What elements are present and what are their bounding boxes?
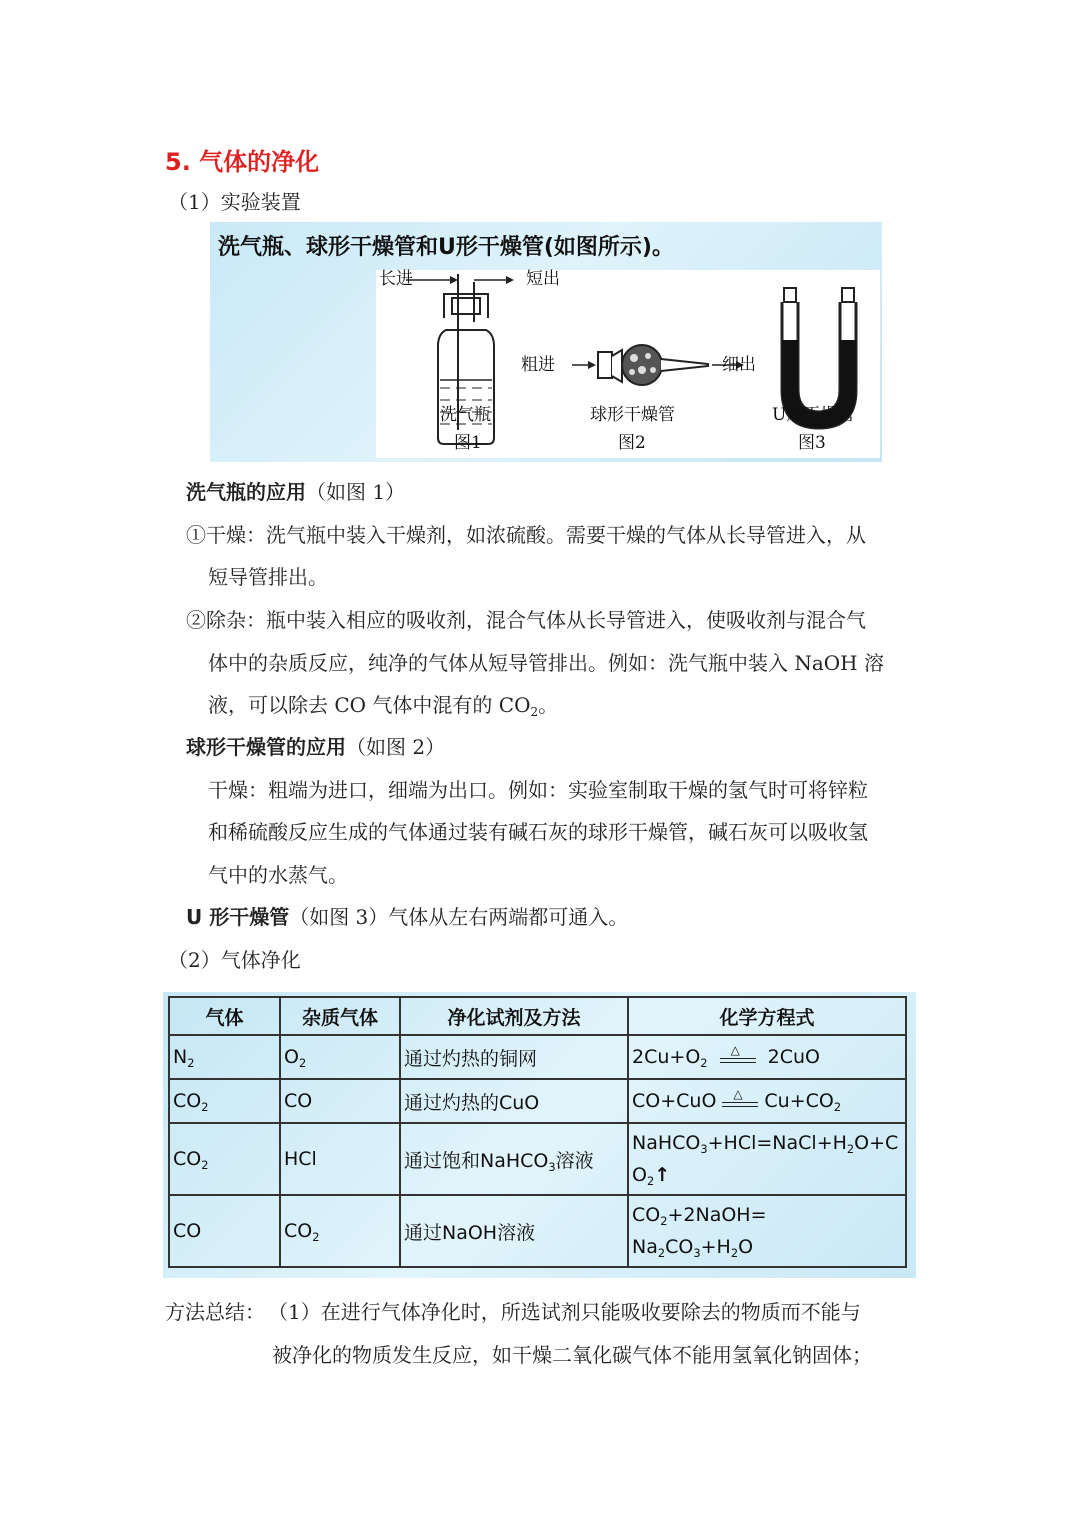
eq4-a: CO [632, 1204, 661, 1226]
cell-equation [628, 1195, 906, 1267]
method-sub: 3 [548, 1159, 556, 1174]
eq3-c: O+C [854, 1132, 899, 1154]
eq1-right: 2CuO [767, 1045, 820, 1068]
eq4-f: O [738, 1236, 754, 1258]
heat-condition-icon [720, 1087, 760, 1112]
label-u-tube: U形干燥管 [772, 405, 855, 425]
gas-text: CO [173, 1148, 202, 1170]
cell-method: 通过灼热的铜网 [400, 1035, 628, 1079]
impurity-text: CO [284, 1220, 313, 1242]
cell-gas [169, 1035, 280, 1079]
eq4-b: +2NaOH= [667, 1204, 767, 1226]
method-text: 通过饱和NaHCO [404, 1149, 549, 1172]
label-fig1: 图1 [454, 433, 482, 453]
eq2-sub: 2 [833, 1099, 842, 1114]
cell-gas: CO [169, 1195, 280, 1267]
label-fig2: 图2 [618, 433, 646, 453]
label-ball-tube: 球形干燥管 [590, 405, 675, 425]
heat-condition-icon [718, 1043, 758, 1068]
item2-line3-sub: 2 [530, 705, 539, 720]
eq2-left: CO+CuO [632, 1089, 717, 1112]
eq3-d: O [632, 1164, 647, 1186]
header-impurity: 杂质气体 [280, 997, 400, 1035]
cell-equation [628, 1079, 906, 1123]
apparatus-figure [210, 222, 882, 462]
ball-tube-heading [186, 733, 445, 761]
cell-gas [169, 1123, 280, 1195]
section-title: 5. 气体的净化 [165, 148, 320, 176]
method-text-end: 溶液 [555, 1149, 594, 1172]
wash-bottle-item2-line1: ②除杂：瓶中装入相应的吸收剂，混合气体从长导管进入，使吸收剂与混合气 [186, 608, 866, 632]
summary-line1: （1）在进行气体净化时，所选试剂只能吸收要除去的物质而不能与 [268, 1300, 861, 1324]
impurity-sub: 2 [312, 1229, 320, 1244]
subsection-apparatus: （1）实验装置 [168, 190, 301, 214]
table-row [169, 1079, 906, 1123]
item2-line3-end: 。 [538, 693, 559, 717]
ball-tube-heading-text: 球形干燥管的应用 [186, 735, 346, 759]
cell-impurity: HCl [280, 1123, 400, 1195]
eq4-e: +H [700, 1236, 731, 1258]
eq3-s2: 2 [846, 1141, 855, 1156]
header-method: 净化试剂及方法 [400, 997, 628, 1035]
impurity-text: O [284, 1046, 299, 1068]
wash-bottle-heading [186, 478, 405, 506]
u-tube-line [186, 903, 628, 931]
cell-equation [628, 1035, 906, 1079]
header-equation: 化学方程式 [628, 997, 906, 1035]
ball-tube-line1: 干燥：粗端为进口，细端为出口。例如：实验室制取干燥的氢气时可将锌粒 [208, 778, 868, 802]
wash-bottle-item2-line2: 体中的杂质反应，纯净的气体从短导管排出。例如：洗气瓶中装入 NaOH 溶 [208, 651, 884, 675]
label-short-out: 短出 [526, 269, 560, 289]
gas-sub: 2 [201, 1099, 209, 1114]
gas-evolved-arrow-icon: ↑ [654, 1164, 671, 1186]
eq4-s2: 2 [657, 1245, 666, 1260]
ball-drying-tube-icon [598, 345, 708, 385]
eq4-line1 [632, 1199, 902, 1231]
label-fig3: 图3 [798, 433, 826, 453]
gas-text: CO [173, 1090, 202, 1112]
eq3-line2 [632, 1159, 902, 1191]
cell-gas [169, 1079, 280, 1123]
figure-caption: 洗气瓶、球形干燥管和U形干燥管(如图所示)。 [218, 235, 674, 260]
cell-impurity: CO [280, 1079, 400, 1123]
impurity-sub: 2 [298, 1055, 307, 1070]
summary-label: 方法总结： [165, 1300, 265, 1324]
label-washing-bottle: 洗气瓶 [440, 405, 491, 425]
cell-impurity [280, 1035, 400, 1079]
eq4-s3: 3 [693, 1245, 701, 1260]
figure-drawing-area [376, 270, 880, 458]
eq1-sub: 2 [700, 1055, 708, 1070]
cell-method: 通过灼热的CuO [400, 1079, 628, 1123]
u-tube-text: （如图 3）气体从左右两端都可通入。 [289, 905, 629, 929]
item2-line3-text: 液，可以除去 CO 气体中混有的 CO [208, 693, 531, 717]
eq3-line1 [632, 1127, 902, 1159]
wash-bottle-item2-line3 [208, 691, 558, 719]
ball-tube-ref: （如图 2） [346, 735, 446, 759]
cell-method [400, 1123, 628, 1195]
summary-line2: 被净化的物质发生反应，如干燥二氧化碳气体不能用氢氧化钠固体； [272, 1343, 872, 1367]
cell-method: 通过NaOH溶液 [400, 1195, 628, 1267]
ball-tube-line2: 和稀硫酸反应生成的气体通过装有碱石灰的球形干燥管，碱石灰可以吸收氢 [208, 820, 868, 844]
wash-bottle-heading-text: 洗气瓶的应用 [186, 480, 306, 504]
eq2-right: Cu+CO [764, 1089, 834, 1112]
table-row [169, 1123, 906, 1195]
u-tube-heading: U 形干燥管 [186, 905, 290, 929]
table-row [169, 1035, 906, 1079]
wash-bottle-ref: （如图 1） [306, 480, 406, 504]
gas-sub: 2 [187, 1055, 195, 1070]
purification-table-panel [163, 992, 916, 1278]
gas-text: N [173, 1046, 188, 1068]
heat-symbol: △ [733, 1087, 743, 1102]
wash-bottle-item1-line1: ①干燥：洗气瓶中装入干燥剂，如浓硫酸。需要干燥的气体从长导管进入，从 [186, 523, 866, 547]
eq3-a: NaHCO [632, 1132, 701, 1154]
eq3-b: +HCl=NaCl+H [707, 1132, 847, 1154]
label-coarse-in: 粗进 [521, 355, 555, 375]
eq4-d: CO [665, 1236, 694, 1258]
eq3-s3: 2 [646, 1173, 655, 1188]
cell-equation [628, 1123, 906, 1195]
eq4-c: Na [632, 1236, 658, 1258]
table-row [169, 1195, 906, 1267]
table-header-row [169, 997, 906, 1035]
subsection-purification: （2）气体净化 [168, 948, 301, 972]
cell-impurity [280, 1195, 400, 1267]
eq4-line2 [632, 1231, 902, 1263]
wash-bottle-item1-line2: 短导管排出。 [208, 565, 328, 589]
gas-sub: 2 [201, 1157, 209, 1172]
eq4-s1: 2 [660, 1213, 668, 1228]
heat-symbol: △ [730, 1043, 740, 1058]
eq1-left: 2Cu+O [632, 1045, 701, 1068]
header-gas: 气体 [169, 997, 280, 1035]
label-long-in: 长进 [379, 269, 413, 289]
ball-tube-line3: 气中的水蒸气。 [208, 863, 348, 887]
label-fine-out: 细出 [722, 355, 756, 375]
eq3-s1: 3 [700, 1141, 708, 1156]
eq4-s4: 2 [730, 1245, 739, 1260]
purification-table [168, 996, 907, 1268]
